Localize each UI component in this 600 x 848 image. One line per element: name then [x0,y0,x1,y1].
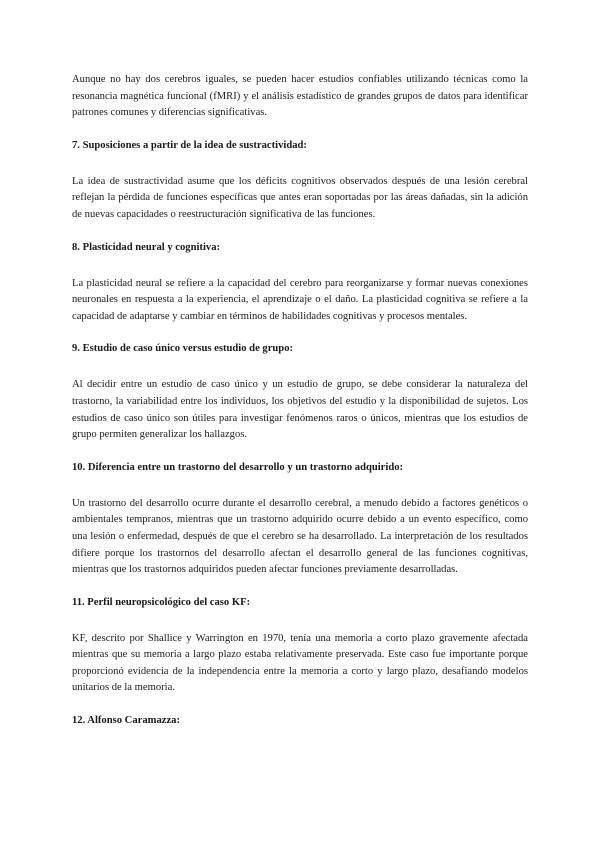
section-12-heading: 12. Alfonso Caramazza: [72,715,180,727]
section-8-paragraph: La plasticidad neural se refiere a la capacidad del cerebro para reorganizarse y formar nuevas conexiones neuronales en respuesta a la experiencia, el aprendizaje o el daño. La plasticidad cognitiva se refiere a la capacidad de adaptarse y cambiar en términos de habilidades cognitivas y procesos mentales. [72,277,528,322]
section-7-paragraph: La idea de sustractividad asume que los déficits cognitivos observados después de una lesión cerebral reflejan la pérdida de funciones específicas que antes eran soportadas por las áreas dañadas, sin la adición de nuevas capacidades o reestructuración significativa de las funciones. [72,175,528,220]
section-11-heading: 11. Perfil neuropsicológico del caso KF: [72,596,251,608]
document-page [72,72,528,729]
section-10-heading: 10. Diferencia entre un trastorno del desarrollo y un trastorno adquirido: [72,461,404,473]
section-11-paragraph: KF, descrito por Shallice y Warrington en 1970, tenía una memoria a corto plazo gravemente afectada mientras que su memoria a largo plazo estaba relativamente preservada. Este caso fue importante porque proporcionó evidencia de la independencia entre la memoria a corto y largo plazo, desafiando modelos unitarios de la memoria. [72,632,528,694]
section-9-paragraph: Al decidir entre un estudio de caso único y un estudio de grupo, se debe considerar la naturaleza del trastorno, la variabilidad entre los individuos, los objetivos del estudio y la disponibilidad de sujetos. Los estudios de caso único son útiles para investigar fenómenos raros o únicos, mientras que los estudios de grupo permiten generalizar los hallazgos. [72,379,528,441]
intro-paragraph: Aunque no hay dos cerebros iguales, se pueden hacer estudios confiables utilizando técnicas como la resonancia magnética funcional (fMRI) y el análisis estadístico de grandes grupos de datos para identificar patrones comunes y diferencias significativas. [72,74,528,119]
section-8-heading: 8. Plasticidad neural y cognitiva: [72,241,221,253]
section-9-heading: 9. Estudio de caso único versus estudio de grupo: [72,343,294,355]
section-10-paragraph: Un trastorno del desarrollo ocurre durante el desarrollo cerebral, a menudo debido a factores genéticos o ambientales tempranos, mientras que un trastorno adquirido ocurre debido a un evento específico, como una lesión o enfermedad, después de que el cerebro se ha desarrollado. La interpretación de los resultados difiere porque los trastornos del desarrollo afectan el desarrollo general de las funciones cognitivas, mientras que los trastornos adquiridos pueden afectar funciones previamente desarrolladas. [72,497,528,576]
section-7-heading: 7. Suposiciones a partir de la idea de sustractividad: [72,139,307,151]
